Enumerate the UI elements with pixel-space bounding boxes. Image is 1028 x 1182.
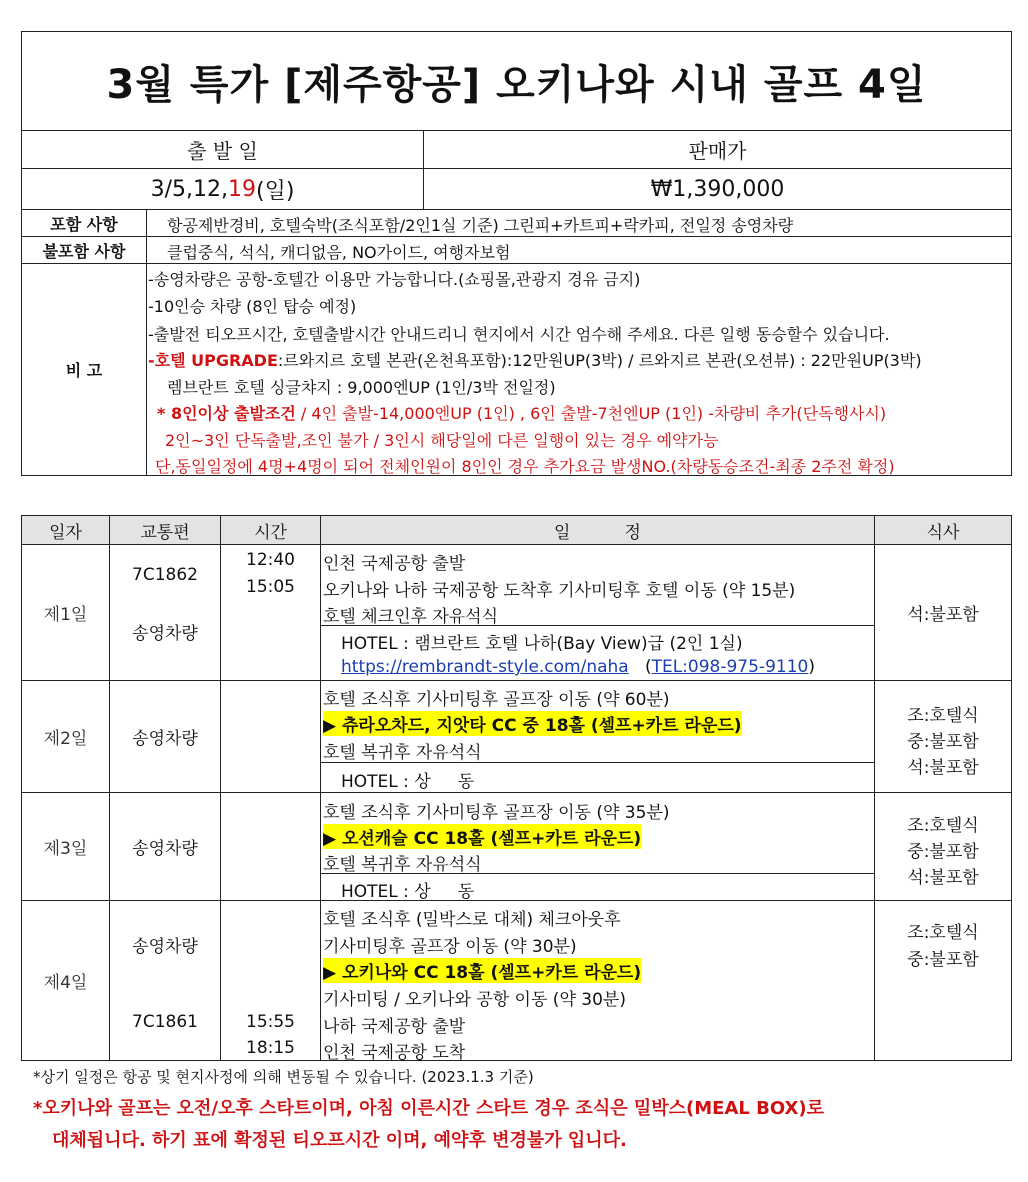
day4-flight: 7C1861 <box>132 1012 198 1032</box>
day4-time1: 15:55 <box>246 1012 295 1032</box>
day4-golf-course: ▶ 오키나와 CC 18홀 (셀프+카트 라운드) <box>323 958 641 983</box>
itinerary-line: 기사미팅 / 오키나와 공항 이동 (약 30분) <box>323 990 626 1010</box>
meal-breakfast: 조:호텔식 <box>907 923 979 943</box>
departure-dates: 3/5,12, 19 (일) <box>21 168 424 210</box>
itinerary-line: 기사미팅후 골프장 이동 (약 30분) <box>323 937 577 957</box>
itinerary-line: 호텔 조식후 기사미팅후 골프장 이동 (약 60분) <box>323 690 670 710</box>
day3-meal <box>874 792 1012 901</box>
day1-hotel: HOTEL : 램브란트 호텔 나하(Bay View)급 (2인 1실) <box>341 634 743 654</box>
day2-golf-course: ▶ 츄라오차드, 지앗타 CC 중 18홀 (셀프+카트 라운드) <box>323 711 742 736</box>
day1-meal: 석:불포함 <box>874 544 1012 681</box>
itinerary-line: 인천 국제공항 도착 <box>323 1043 466 1063</box>
day3-time <box>220 792 321 901</box>
golf-warning-line1: *오키나와 골프는 오전/오후 스타트이며, 아침 이른시간 스타트 경우 조식은 밀박스(MEAL BOX)로 <box>33 1098 824 1119</box>
day1-itinerary <box>320 544 875 681</box>
meal-dinner: 석:불포함 <box>907 868 979 888</box>
remark-line: -출발전 티오프시간, 호텔출발시간 안내드리니 현지에서 시간 엄수해 주세요. 다른 일행 동승할수 있습니다. <box>148 325 890 344</box>
departure-date-header: 출 발 일 <box>21 131 424 169</box>
meal-breakfast: 조:호텔식 <box>907 816 979 836</box>
day2-hotel: HOTEL : 상 동 <box>341 772 475 792</box>
day3-transport: 송영차량 <box>109 792 221 901</box>
hotel-phone-link[interactable]: TEL:098-975-9110 <box>651 657 809 677</box>
day4-transport <box>109 900 221 1061</box>
itinerary-line: 호텔 조식후 기사미팅후 골프장 이동 (약 35분) <box>323 803 670 823</box>
excluded-text: 클럽중식, 석식, 캐디없음, NO가이드, 여행자보험 <box>146 236 1012 264</box>
day1-label: 제1일 <box>21 544 110 681</box>
day1-hotel-links: https://rembrandt-style.com/naha (TEL:098-975-9110) <box>341 657 815 677</box>
col-header-time: 시간 <box>220 515 321 545</box>
remarks-label: 비 고 <box>21 263 147 476</box>
remark-line-min-people: * 8인이상 출발조건 / 4인 출발-14,000엔UP (1인) , 6인 출발-7천엔UP (1인) -차량비 추가(단독행사시) <box>157 404 887 423</box>
col-header-meal: 식사 <box>874 515 1012 545</box>
meal-dinner: 석:불포함 <box>907 758 979 778</box>
meal-lunch: 중:불포함 <box>907 950 979 970</box>
day3-label: 제3일 <box>21 792 110 901</box>
day4-time2: 18:15 <box>246 1038 295 1058</box>
day2-time <box>220 680 321 793</box>
day1-time1: 12:40 <box>246 550 295 570</box>
itinerary-line: 호텔 복귀후 자유석식 <box>323 855 482 875</box>
day1-time2: 15:05 <box>246 577 295 597</box>
day1-time <box>220 544 321 681</box>
day3-hotel: HOTEL : 상 동 <box>341 882 475 902</box>
day2-meal <box>874 680 1012 793</box>
remark-line: 단,동일일정에 4명+4명이 되어 전체인원이 8인인 경우 추가요금 발생NO.(차량동승조건-최종 2주전 확정) <box>155 457 895 476</box>
col-header-day: 일자 <box>21 515 110 545</box>
itinerary-line: 호텔 조식후 (밀박스로 대체) 체크아웃후 <box>323 910 621 930</box>
day3-golf-course: ▶ 오션캐슬 CC 18홀 (셀프+카트 라운드) <box>323 824 641 849</box>
remark-line: -송영차량은 공항-호텔간 이용만 가능합니다.(쇼핑몰,관광지 경유 금지) <box>148 270 641 289</box>
page-title: 3월 특가 [제주항공] 오키나와 시내 골프 4일 <box>106 61 927 108</box>
price-header: 판매가 <box>423 131 1012 169</box>
remarks-box <box>146 263 1012 476</box>
itinerary-line: 나하 국제공항 출발 <box>323 1017 466 1037</box>
golf-warning-line2: 대체됩니다. 하기 표에 확정된 티오프시간 이며, 예약후 변경불가 입니다. <box>52 1130 627 1151</box>
day4-label: 제4일 <box>21 900 110 1061</box>
day3-itinerary <box>320 792 875 901</box>
remark-line: -10인승 차량 (8인 탑승 예정) <box>148 297 357 316</box>
day2-label: 제2일 <box>21 680 110 793</box>
itinerary-line: 호텔 체크인후 자유석식 <box>323 607 499 627</box>
day4-itinerary <box>320 900 875 1061</box>
excluded-label: 불포함 사항 <box>21 236 147 264</box>
day4-time <box>220 900 321 1061</box>
remark-line: 2인~3인 단독출발,조인 불가 / 3인시 해당일에 다른 일행이 있는 경우 예약가능 <box>165 431 719 450</box>
itinerary-line: 오키나와 나하 국제공항 도착후 기사미팅후 호텔 이동 (약 15분) <box>323 581 796 601</box>
title-box <box>21 31 1012 131</box>
day2-itinerary <box>320 680 875 793</box>
price-value: ₩1,390,000 <box>423 168 1012 210</box>
col-header-transport: 교통편 <box>109 515 221 545</box>
day1-vehicle: 송영차량 <box>132 624 198 644</box>
schedule-note: *상기 일정은 항공 및 현지사정에 의해 변동될 수 있습니다. (2023.1.3 기준) <box>33 1068 534 1086</box>
day4-meal <box>874 900 1012 1061</box>
included-text: 항공제반경비, 호텔숙박(조식포함/2인1실 기준) 그린피+카트피+락카피, 전일정 송영차량 <box>146 209 1012 237</box>
remark-line: 렘브란트 호텔 싱글챠지 : 9,000엔UP (1인/3박 전일정) <box>167 378 556 397</box>
meal-breakfast: 조:호텔식 <box>907 706 979 726</box>
meal-lunch: 중:불포함 <box>907 732 979 752</box>
meal-lunch: 중:불포함 <box>907 842 979 862</box>
itinerary-line: 호텔 복귀후 자유석식 <box>323 743 482 763</box>
day4-vehicle: 송영차량 <box>132 937 198 957</box>
included-label: 포함 사항 <box>21 209 147 237</box>
itinerary-line: 인천 국제공항 출발 <box>323 554 466 574</box>
day2-transport: 송영차량 <box>109 680 221 793</box>
day1-transport <box>109 544 221 681</box>
col-header-itinerary: 일 정 <box>320 515 875 545</box>
day1-flight: 7C1862 <box>132 565 198 585</box>
hotel-website-link[interactable]: https://rembrandt-style.com/naha <box>341 657 629 677</box>
remark-line-hotel-upgrade: -호텔 UPGRADE:르와지르 호텔 본관(온천욕포함):12만원UP(3박) / 르와지르 본관(오션뷰) : 22만원UP(3박) <box>148 351 922 370</box>
